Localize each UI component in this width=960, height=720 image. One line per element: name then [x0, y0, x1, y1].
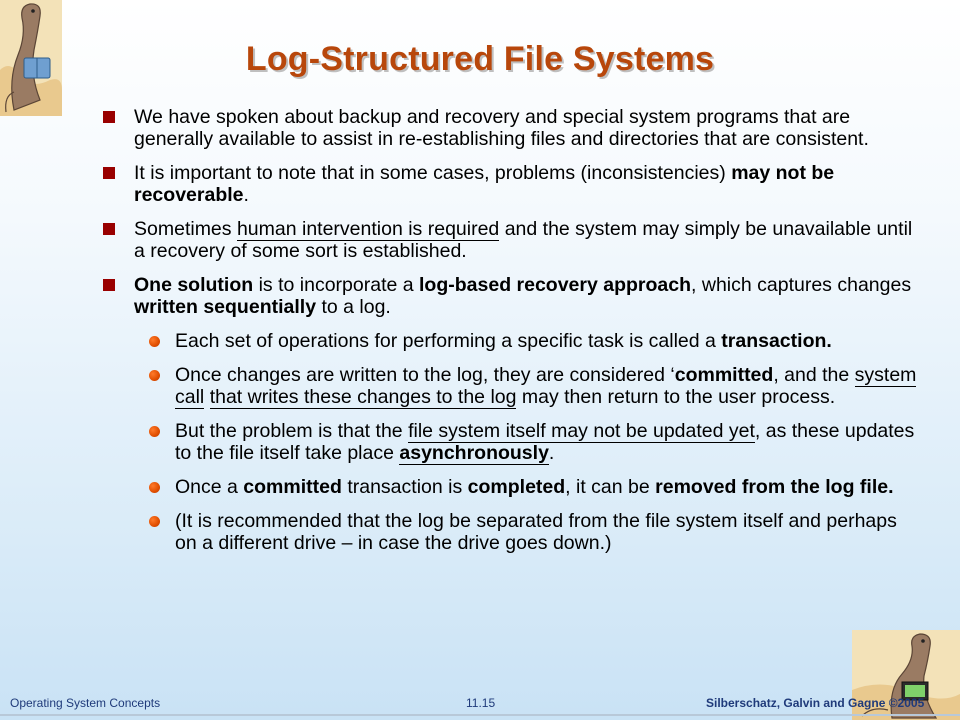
bullet-text [175, 364, 916, 409]
text-run: human intervention is required [236, 218, 500, 240]
round-bullet-icon [149, 336, 160, 347]
bullet-text [175, 510, 897, 554]
slide-title: Log-Structured File Systems [245, 40, 715, 78]
square-bullet-icon [103, 223, 115, 235]
text-run: completed [467, 476, 566, 498]
round-bullet-icon [149, 426, 160, 437]
round-bullet-icon [149, 516, 160, 527]
square-bullet-icon [103, 279, 115, 291]
footer-slide-number: 11.15 [466, 696, 496, 710]
text-run: written sequentially [134, 296, 317, 318]
footer-course-title: Operating System Concepts [10, 696, 161, 710]
bullet-item [103, 476, 923, 498]
text-run: We have spoken about backup and recovery and special system programs that are generally available to assist in re-establishing files and directories that are consistent. [134, 106, 869, 150]
text-run: committed [674, 364, 774, 386]
text-run: Sometimes [134, 218, 237, 240]
round-bullet-icon [149, 482, 160, 493]
text-run: removed from the log file. [655, 476, 894, 498]
text-run: file system itself may not be updated yet [408, 420, 755, 442]
text-run: log-based recovery approach [419, 274, 692, 296]
footer-divider [0, 714, 960, 716]
bullet-text [175, 330, 832, 352]
bullet-item [103, 364, 923, 408]
bullet-item [103, 106, 923, 150]
bullet-text [134, 274, 911, 318]
text-run: But the problem is that the [175, 420, 409, 442]
slide-body [103, 106, 923, 566]
text-run: committed [243, 476, 342, 498]
bullet-text [134, 106, 869, 150]
text-run: . [243, 184, 249, 206]
text-run: Each set of operations for performing a specific task is called a [175, 330, 722, 352]
bullet-text [175, 420, 914, 465]
text-run: transaction. [721, 330, 832, 352]
text-run: , and the [773, 364, 855, 386]
text-run: to a log. [316, 296, 391, 318]
footer-authors: Silberschatz, Galvin and Gagne ©2005 [706, 696, 925, 710]
text-run: transaction is [341, 476, 468, 498]
bullet-item [103, 330, 923, 352]
text-run: asynchronously [399, 442, 549, 464]
text-run: Once a [175, 476, 244, 498]
text-run: and the system may simply be unavailable until a recovery of some sort is established. [134, 218, 913, 262]
text-run: It is important to note that in some cases, problems (inconsistencies) [134, 162, 732, 184]
text-run: may then return to the user process. [516, 386, 836, 408]
bullet-item [103, 510, 923, 554]
round-bullet-icon [149, 370, 160, 381]
text-run [204, 386, 209, 408]
text-run: One solution [134, 274, 254, 296]
square-bullet-icon [103, 111, 115, 123]
bullet-item [103, 420, 923, 464]
bullet-text [134, 218, 912, 262]
text-run: . [548, 442, 555, 464]
bullet-item [103, 218, 923, 262]
text-run: that writes these changes to the log [209, 386, 517, 408]
text-run: , which captures changes [691, 274, 912, 296]
square-bullet-icon [103, 167, 115, 179]
text-run: Once changes are written to the log, they are considered ‘ [175, 364, 675, 386]
text-run: is to incorporate a [253, 274, 420, 296]
bullet-text [134, 162, 834, 206]
text-run: may not be recoverable [134, 162, 835, 206]
text-run: system call [175, 364, 917, 408]
bullet-text [175, 476, 894, 498]
text-run: (It is recommended that the log be separated from the file system itself and perhaps on a different drive – in case the drive goes down.) [175, 510, 897, 554]
bullet-item [103, 162, 923, 206]
text-run: , as these updates to the file itself take place [175, 420, 915, 464]
text-run: , it can be [565, 476, 656, 498]
bullet-item [103, 274, 923, 318]
